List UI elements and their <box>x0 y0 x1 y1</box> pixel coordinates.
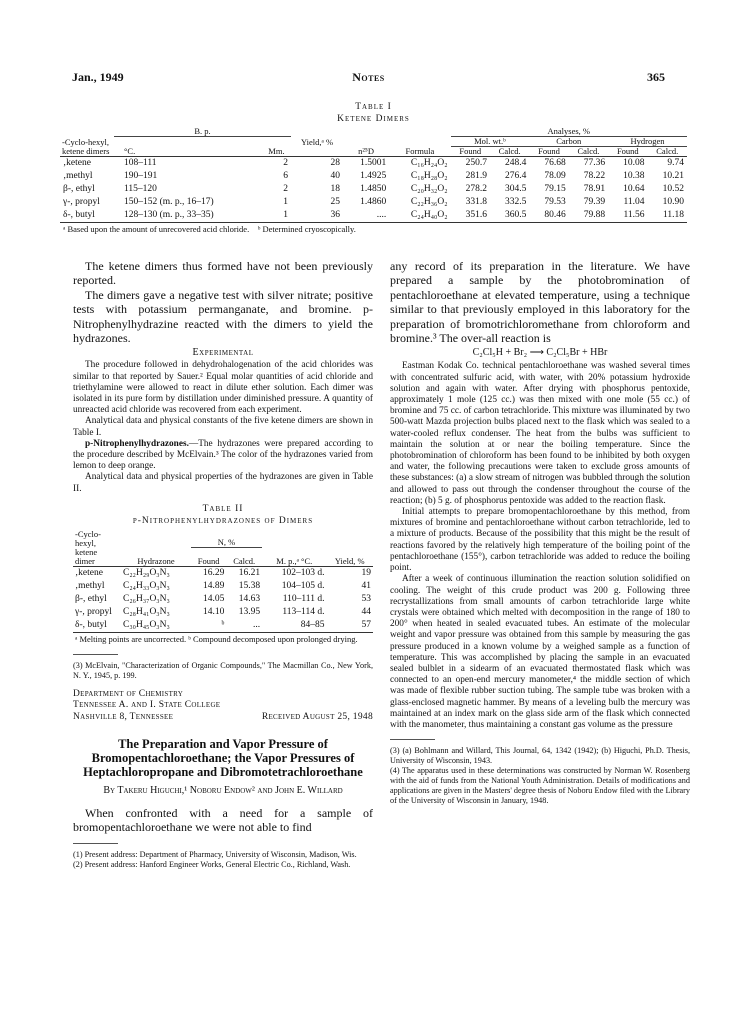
right-paragraph-4: After a week of continuous illumination the reaction solution solidified on cooling. The weight of this crude product was 200 g. Following three recrystallizations from small amounts of carbon tetrachloride large white crystals were obtained which melted with decomposition in the range of 180 to 200° when heated in sealed evacuated tubes. An estimate of the molecular weight and vapor pressure was obtained from this sample by measuring the gas pressure produced in a known volume by a weighed sample as a function of temperature. This was accomplished by placing the sample in an evacuated sealed bulblet in a sidearm of an evacuated thermostated flask which was connected to an open-end mercury manometer,⁴ the middle section of which was made of flexible rubber suction tubing. The sample tube was broken with a glass-enclosed magnetic hammer. By means of a leveling bulb the mercury was maintained at an index mark on the glass side arm of the flask which connected with the manometer, thus maintaining a constant gas volume as the pressure <box>390 574 690 730</box>
table-cell: 80.46 <box>544 210 566 220</box>
t1-h-formula: Formula <box>405 146 435 156</box>
t1-h-found: Found <box>459 146 482 156</box>
table-cell: 13.95 <box>238 606 261 617</box>
t1-h-found: Found <box>616 146 639 156</box>
table-cell: 14.05 <box>202 593 225 604</box>
left-column <box>73 259 373 870</box>
table-cell: β-, ethyl <box>75 593 107 604</box>
t1-col-dimers: -Cyclo-hexyl, ketene dimers <box>62 137 110 156</box>
table-cell: δ-, butyl <box>63 210 95 220</box>
footnote-1: (1) Present address: Department of Pharmacy, University of Wisconsin, Madison, Wis. <box>73 849 357 859</box>
table-cell: 14.10 <box>202 606 225 617</box>
table-row <box>73 567 373 580</box>
experimental-heading: Experimental <box>192 347 254 359</box>
table-cell: 84–85 <box>300 619 325 630</box>
t1-h-yield: Yield,ᵃ % <box>300 136 334 147</box>
table-cell: 16.21 <box>238 567 261 578</box>
t2-col-dimer: -Cyclo-hexyl, ketene dimer <box>75 528 101 566</box>
table-cell: 77.36 <box>583 158 606 168</box>
table-cell: 10.08 <box>623 158 645 168</box>
table2-title: Table II <box>202 503 244 514</box>
table-cell: ‚ketene <box>63 158 91 168</box>
table-cell: 1.4850 <box>360 184 387 194</box>
table-cell: 10.64 <box>623 184 645 194</box>
table-cell: 2 <box>283 158 289 168</box>
table-cell: 79.15 <box>544 184 566 194</box>
table-cell: 6 <box>283 171 289 181</box>
t1-h-bp: B. p. <box>114 127 291 137</box>
t2-h-hydrazone: Hydrazone <box>137 555 175 566</box>
table-cell: ‚methyl <box>63 171 93 181</box>
table-cell: C₂₀H₃₂O₂ <box>410 184 448 194</box>
table-cell: 250.7 <box>465 158 487 168</box>
table-cell: 28 <box>330 158 340 168</box>
table-cell: 108–111 <box>124 158 157 168</box>
table-row <box>73 606 373 619</box>
table-cell: γ-, propyl <box>75 606 112 617</box>
table-cell: 78.91 <box>583 184 606 194</box>
t1-h-carbon: Carbon <box>529 137 608 147</box>
table-cell: 110–111 d. <box>282 593 325 604</box>
table-cell: γ-, propyl <box>63 197 100 207</box>
reaction-equation: C₂Cl₅H + Br₂ ⟶ C₂Cl₅Br + HBr <box>472 347 608 359</box>
table-cell: δ-, butyl <box>75 619 107 630</box>
t1-footnote-a: ᵃ Based upon the amount of unrecovered acid chloride. <box>63 224 250 234</box>
running-header <box>72 70 665 86</box>
table-cell: 78.09 <box>544 171 566 181</box>
table-cell: C₁₆H₂₄O₂ <box>410 158 448 168</box>
table-cell: 1.4925 <box>360 171 387 181</box>
table-cell: 11.56 <box>623 210 645 220</box>
table-cell: 113–114 d. <box>282 606 325 617</box>
footnote-divider <box>73 654 118 655</box>
header-section: Notes <box>352 70 385 84</box>
table-cell: 36 <box>330 210 340 220</box>
t2-h-calcd: Calcd. <box>233 555 256 566</box>
table-cell: 276.4 <box>504 171 527 181</box>
table-cell: 11.04 <box>623 197 645 207</box>
table-cell: 248.4 <box>504 158 527 168</box>
table-cell: .... <box>376 210 387 220</box>
t2-h-n: N, % <box>191 530 262 548</box>
t1-h-nd: n²⁵D <box>358 146 375 156</box>
table-cell: 2 <box>283 184 289 194</box>
hydrazones-text: —The hydrazones were prepared according to the procedure described by McElvain.³ The color of the hydrazones varied from lemon to deep orange. <box>73 438 373 472</box>
footnote-divider-2 <box>73 843 118 844</box>
table-cell: 25 <box>330 197 340 207</box>
table2-subtitle: p-Nitrophenylhydrazones of Dimers <box>132 515 314 526</box>
t1-h-molwt: Mol. wt.ᵇ <box>451 137 530 147</box>
table-cell: 16.29 <box>202 567 225 578</box>
table-cell: 79.39 <box>583 197 606 207</box>
table-row <box>60 183 687 196</box>
exp-paragraph-2: Analytical data and physical constants of the five ketene dimers are shown in Table I. <box>73 416 373 438</box>
table-cell: C₂₈H₄₁O₃N₃ <box>123 606 170 617</box>
table-cell: 9.74 <box>667 158 684 168</box>
table-cell: 79.88 <box>583 210 606 220</box>
table-cell: 79.53 <box>544 197 566 207</box>
footnote-divider-3 <box>390 739 435 740</box>
exp-paragraph-3 <box>73 439 373 473</box>
table-cell: ᵇ <box>221 619 225 630</box>
table-cell: ‚ketene <box>75 567 103 578</box>
table-cell: 11.18 <box>662 210 684 220</box>
table-cell: 331.8 <box>465 197 487 207</box>
dept-college: Tennessee A. and I. State College <box>73 700 221 711</box>
table-cell: 40 <box>330 171 340 181</box>
table-cell: ‚methyl <box>75 580 105 591</box>
table-cell: 150–152 (m. p., 16–17) <box>124 197 214 207</box>
t1-footnote-b: ᵇ Determined cryoscopically. <box>257 224 356 234</box>
article-intro: When confronted with a need for a sample of bromopentachloroethane we were not able to find <box>73 805 373 835</box>
right-paragraph-2: Eastman Kodak Co. technical pentachloroethane was washed several times with concentrated sulfuric acid, with water, with 20% potassium hydroxide solution and again with water. After drying with phosphorus pentoxide, approximately 1 mole (125 cc.) was then mixed with one mole (55 cc.) of bromine and 75 cc. of carbon tetrachloride. This mixture was illuminated by two 500-watt Mazda projection bulbs placed next to the flask which was sealed to a water-cooled reflux condenser. The heat from the bulbs was sufficient to maintain the solution at or near the boiling temperature. Since the photobromination of chloroform has been found to be inhibited by both oxygen and water, the following precautions were taken to exclude gross amounts of these substances: (a) a slow stream of nitrogen was bubbled through the solution and allowed to pass out through the condenser throughout the course of the reaction; (b) 5 g. of phosphorus pentoxide was added to the reaction flask. <box>390 361 690 506</box>
table2-caption <box>73 503 373 527</box>
table-cell: 44 <box>361 606 371 617</box>
footnote-3: (3) (a) Bohlmann and Willard, This Journal, 64, 1342 (1942); (b) Higuchi, Ph.D. Thesis, University of Wisconsin, 1943. <box>390 746 690 766</box>
table-cell: 10.38 <box>623 171 645 181</box>
header-date: Jan., 1949 <box>72 70 124 84</box>
table1-caption <box>60 101 687 125</box>
hydrazones-subhead: p-Nitrophenylhydrazones. <box>85 438 189 449</box>
table-row <box>60 209 687 223</box>
right-column <box>390 259 690 806</box>
left-paragraph-2: The dimers gave a negative test with silver nitrate; positive tests with potassium permanganate, and bromine. p-Nitrophenylhydrazine reacted with the dimers to yield the hydrazones. <box>73 287 373 346</box>
article-byline: By Takeru Higuchi,¹ Noboru Endow² and John E. Willard <box>103 785 343 797</box>
t1-h-hydrogen: Hydrogen <box>608 137 687 147</box>
footnote-2: (2) Present address: Hanford Engineer Works, General Electric Co., Richland, Wash. <box>73 859 351 869</box>
table-cell: 14.63 <box>238 593 261 604</box>
table1-title: Table I <box>355 102 392 112</box>
table-cell: C₂₂H₃₆O₂ <box>410 197 448 207</box>
table-cell: 78.22 <box>583 171 606 181</box>
affiliation-block <box>73 689 373 724</box>
t2-h-mp: M. p.,ᵃ °C. <box>276 555 313 566</box>
table2-body <box>73 567 373 633</box>
table-row <box>60 170 687 183</box>
right-paragraph-1: any record of its preparation in the literature. We have prepared a sample by the photobromination of pentachloroethane at elevated temperature, using a technique similar to that previously employed in this laboratory for the preparation of bromotrichloromethane from chloroform and bromine.³ The over-all reaction is <box>390 259 690 346</box>
table-row <box>60 196 687 209</box>
table-cell: ... <box>252 619 261 630</box>
table-cell: 190–191 <box>124 171 158 181</box>
table-cell: β-, ethyl <box>63 184 95 194</box>
table-cell: 332.5 <box>504 197 527 207</box>
table-cell: 1.5001 <box>360 158 387 168</box>
t2-h-found: Found <box>197 555 220 566</box>
table-cell: 19 <box>361 567 371 578</box>
exp-paragraph-1: The procedure followed in dehydrohalogenation of the acid chlorides was similar to that reported by Sauer.² Equal molar quantities of acid chloride and triethylamine were allowed to react in dilute ether solution. Each dimer was isolated in its pure form by distillation under diminished pressure. A quantity of unreacted acid chloride was recovered from each experiment. <box>73 360 373 416</box>
t1-h-calcd: Calcd. <box>498 146 521 156</box>
table1-body <box>60 157 687 223</box>
t1-h-c: °C. <box>124 146 136 156</box>
table-cell: 128–130 (m. p., 33–35) <box>124 210 214 220</box>
t2-h-yield: Yield, % <box>334 555 365 566</box>
t1-h-mm: Mm. <box>268 146 285 156</box>
table-cell: 1 <box>283 197 289 207</box>
table-cell: 10.52 <box>662 184 684 194</box>
table-cell: 1 <box>283 210 289 220</box>
table1-ketene-dimers <box>60 127 687 236</box>
right-paragraph-3: Initial attempts to prepare bromopentachloroethane by this method, from mixtures of bromine and pentachloroethane without carbon tetrachloride, led to a mixture of products. Because of the possibility that this might be the result of reactions favored by the relatively high temperature of the boiling point of the pentachloroethane (155°), carbon tetrachloride was added to reduce the boiling point. <box>390 507 690 574</box>
table-cell: C₂₄H₃₃O₃N₃ <box>123 580 170 591</box>
t2-footnote: ᵃ Melting points are uncorrected. ᵇ Compound decomposed upon prolonged drying. <box>75 633 358 644</box>
table-cell: 360.5 <box>504 210 527 220</box>
table-cell: 41 <box>361 580 371 591</box>
left-paragraph-1: The ketene dimers thus formed have not been previously reported. <box>73 259 373 288</box>
table-row <box>60 157 687 170</box>
table-cell: C₃₀H₄₅O₃N₃ <box>123 619 170 630</box>
table-cell: 102–103 d. <box>281 567 325 578</box>
table-cell: 76.68 <box>544 158 566 168</box>
page-number: 365 <box>647 70 665 84</box>
table-row <box>73 593 373 606</box>
received-date: Received August 25, 1948 <box>261 711 373 722</box>
dept-name: Department of Chemistry <box>73 688 184 699</box>
table-cell: 15.38 <box>238 580 261 591</box>
table-cell: C₂₄H₄₀O₂ <box>410 210 448 220</box>
table-cell: 304.5 <box>504 184 527 194</box>
article-title: The Preparation and Vapor Pressure of Bromopentachloroethane; the Vapor Pressures of Heptachloropropane and Dibromotetrachloroethane <box>83 737 363 780</box>
reference-3: (3) McElvain, "Characterization of Organic Compounds," The Macmillan Co., New York, N. Y., 1945, p. 199. <box>73 660 373 680</box>
dept-city: Nashville 8, Tennessee <box>73 711 174 722</box>
table-cell: 14.89 <box>202 580 225 591</box>
table-cell: 53 <box>361 593 371 604</box>
table-cell: 104–105 d. <box>281 580 325 591</box>
table-cell: 10.90 <box>662 197 684 207</box>
table-cell: 351.6 <box>465 210 487 220</box>
table-cell: 57 <box>361 619 371 630</box>
table2-hydrazones <box>73 530 373 646</box>
t1-h-calcd: Calcd. <box>656 146 679 156</box>
t1-h-calcd: Calcd. <box>577 146 600 156</box>
table-row <box>73 580 373 593</box>
exp-paragraph-4: Analytical data and physical properties of the hydrazones are given in Table II. <box>73 472 373 494</box>
footnote-4: (4) The apparatus used in these determinations was constructed by Norman W. Rosenberg with the aid of funds from the National Youth Administration. Details of modifications and applications are given in the Masters' degree thesis of Noboru Endow filed with the Library of the University of Wisconsin in January, 1948. <box>390 766 690 806</box>
table-cell: C₁₈H₂₈O₂ <box>410 171 448 181</box>
table-cell: 10.21 <box>662 171 684 181</box>
t1-h-found: Found <box>538 146 560 156</box>
table-cell: C₂₆H₃₇O₃N₃ <box>123 593 170 604</box>
table-cell: 1.4860 <box>360 197 387 207</box>
table-cell: 18 <box>330 184 340 194</box>
table1-subtitle: Ketene Dimers <box>337 114 410 124</box>
table-cell: 115–120 <box>124 184 157 194</box>
table-cell: C₂₂H₂₉O₃N₃ <box>123 567 170 578</box>
table-row <box>73 619 373 633</box>
table-cell: 278.2 <box>465 184 487 194</box>
table-cell: 281.9 <box>465 171 487 181</box>
dept-city-row <box>73 712 373 724</box>
t1-h-analyses: Analyses, % <box>451 127 687 137</box>
